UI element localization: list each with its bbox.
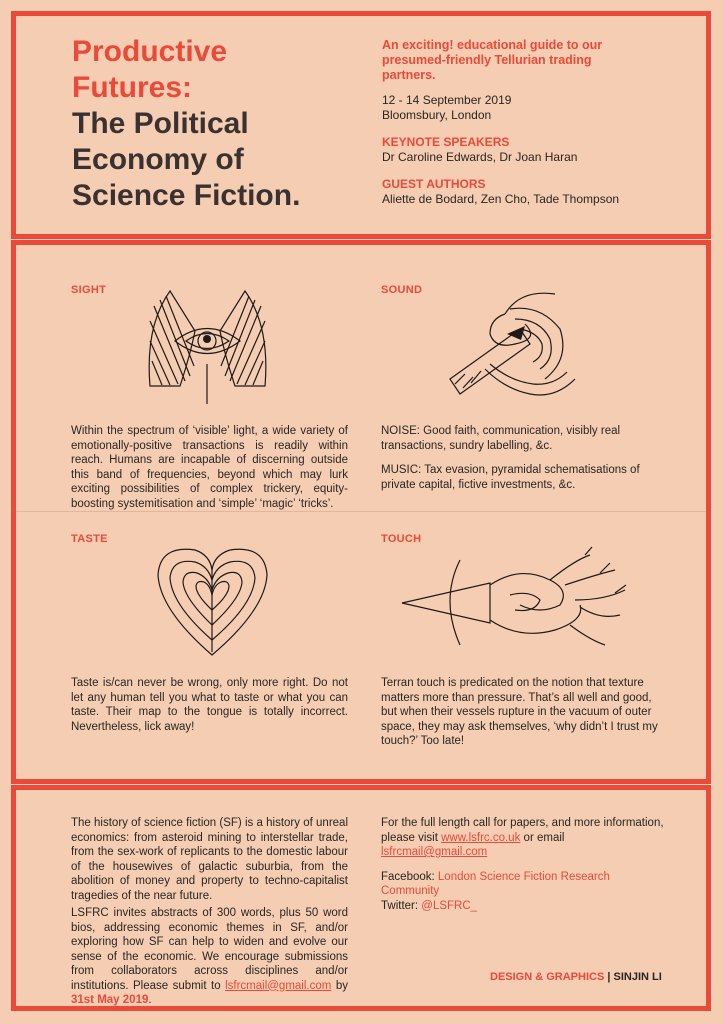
guest-label: GUEST AUTHORS <box>382 177 486 191</box>
taste-label: TASTE <box>71 533 108 545</box>
title-line-1: Productive <box>72 35 228 68</box>
title-line-4: Economy of <box>72 143 244 176</box>
submit-email-link[interactable]: lsfrcmail@gmail.com <box>225 979 332 992</box>
visit-text: please visit <box>381 831 438 844</box>
arrow-tendril-icon <box>400 545 630 655</box>
taste-text: Taste is/can never be wrong, only more right. Do not let any human tell you what to taste or what you can taste. Their map to the tongue is totally incorrect. Nevertheless, lick away! <box>71 677 348 733</box>
deadline-end: . <box>148 994 152 1006</box>
credit-name: SINJIN LI <box>613 971 662 983</box>
facebook-line <box>381 870 671 899</box>
sight-text: Within the spectrum of ‘visible’ light, a wide variety of emotionally-positive transactions is readily within reach. Humans are incapable of discerning outside this band of frequencies, beyond which may lurk exciting possibilities of complex trickery, equity-boosting systemitisation and ‘simple’ ‘magic’ ‘tricks’. <box>71 425 348 510</box>
trumpet-spiral-icon <box>445 284 585 409</box>
tongue-heart-icon <box>150 540 275 660</box>
guest-names: Aliette de Bodard, Zen Cho, Tade Thompson <box>382 192 620 206</box>
credit-label: DESIGN & GRAPHICS <box>490 971 605 983</box>
title-line-5: Science Fiction. <box>72 179 301 212</box>
credit-separator: | <box>607 971 611 983</box>
call-info <box>381 816 671 913</box>
keynote-names: Dr Caroline Edwards, Dr Joan Haran <box>382 150 578 164</box>
winged-eye-icon <box>140 286 275 406</box>
tagline-1: An exciting! educational guide to our <box>382 38 603 52</box>
event-dates: 12 - 14 September 2019 <box>382 93 512 107</box>
invite-text: LSFRC invites abstracts of 300 words, plus 50 word bios, addressing economic themes in SF, and/or exploring how SF can help to widen and evolve our sense of the economic. We encourage submissions from collaborators across disciplines and/or institutions. Please submit to <box>71 907 348 992</box>
tagline-2: presumed-friendly Tellurian trading <box>382 53 592 67</box>
title-block <box>72 34 300 214</box>
history-text: The history of science fiction (SF) is a history of unreal economics: from asteroid mining to interstellar trade, from the sex-work of replicants to the domestic labour of the housewives of galactic suburbia, from the abolition of money and property to techno-capitalist tragedies of the near future. <box>71 817 348 902</box>
event-venue: Bloomsbury, London <box>382 108 492 122</box>
sound-noise-text: NOISE: Good faith, communication, visibly real transactions, sundry labelling, &c. <box>381 425 621 452</box>
title-line-3: The Political <box>72 107 249 140</box>
sound-label: SOUND <box>381 284 423 296</box>
website-link[interactable]: www.lsfrc.co.uk <box>441 831 521 844</box>
deadline: 31st May 2019 <box>71 994 149 1006</box>
keynote-label: KEYNOTE SPEAKERS <box>382 135 510 149</box>
contact-email-link[interactable]: lsfrcmail@gmail.com <box>381 846 488 858</box>
event-info <box>382 38 682 207</box>
or-email-text: or email <box>523 831 565 844</box>
twitter-line <box>381 899 671 914</box>
touch-text: Terran touch is predicated on the notion that texture matters more than pressure. That’s all well and good, but when their vessels rupture in the vacuum of outer space, they may ask themselves, ‘why didn’t I trust my touch?’ Too late! <box>381 677 658 747</box>
by-text: by <box>335 979 348 992</box>
credit <box>490 971 662 983</box>
fold-line <box>11 511 711 512</box>
twitter-link[interactable]: @LSFRC_ <box>421 899 478 912</box>
title-line-2: Futures: <box>72 71 192 104</box>
facebook-link[interactable]: London Science Fiction Research Community <box>381 870 610 897</box>
facebook-label: Facebook: <box>381 870 435 883</box>
invite-paragraph <box>71 906 348 1008</box>
touch-label: TOUCH <box>381 533 422 545</box>
twitter-label: Twitter: <box>381 899 419 912</box>
tagline-3: partners. <box>382 68 436 82</box>
sight-label: SIGHT <box>71 284 107 296</box>
sound-music-text: MUSIC: Tax evasion, pyramidal schematisations of private capital, fictive investments, &c. <box>381 464 640 491</box>
call-line-1: For the full length call for papers, and more information, <box>381 817 664 829</box>
call-line-2 <box>381 831 671 860</box>
